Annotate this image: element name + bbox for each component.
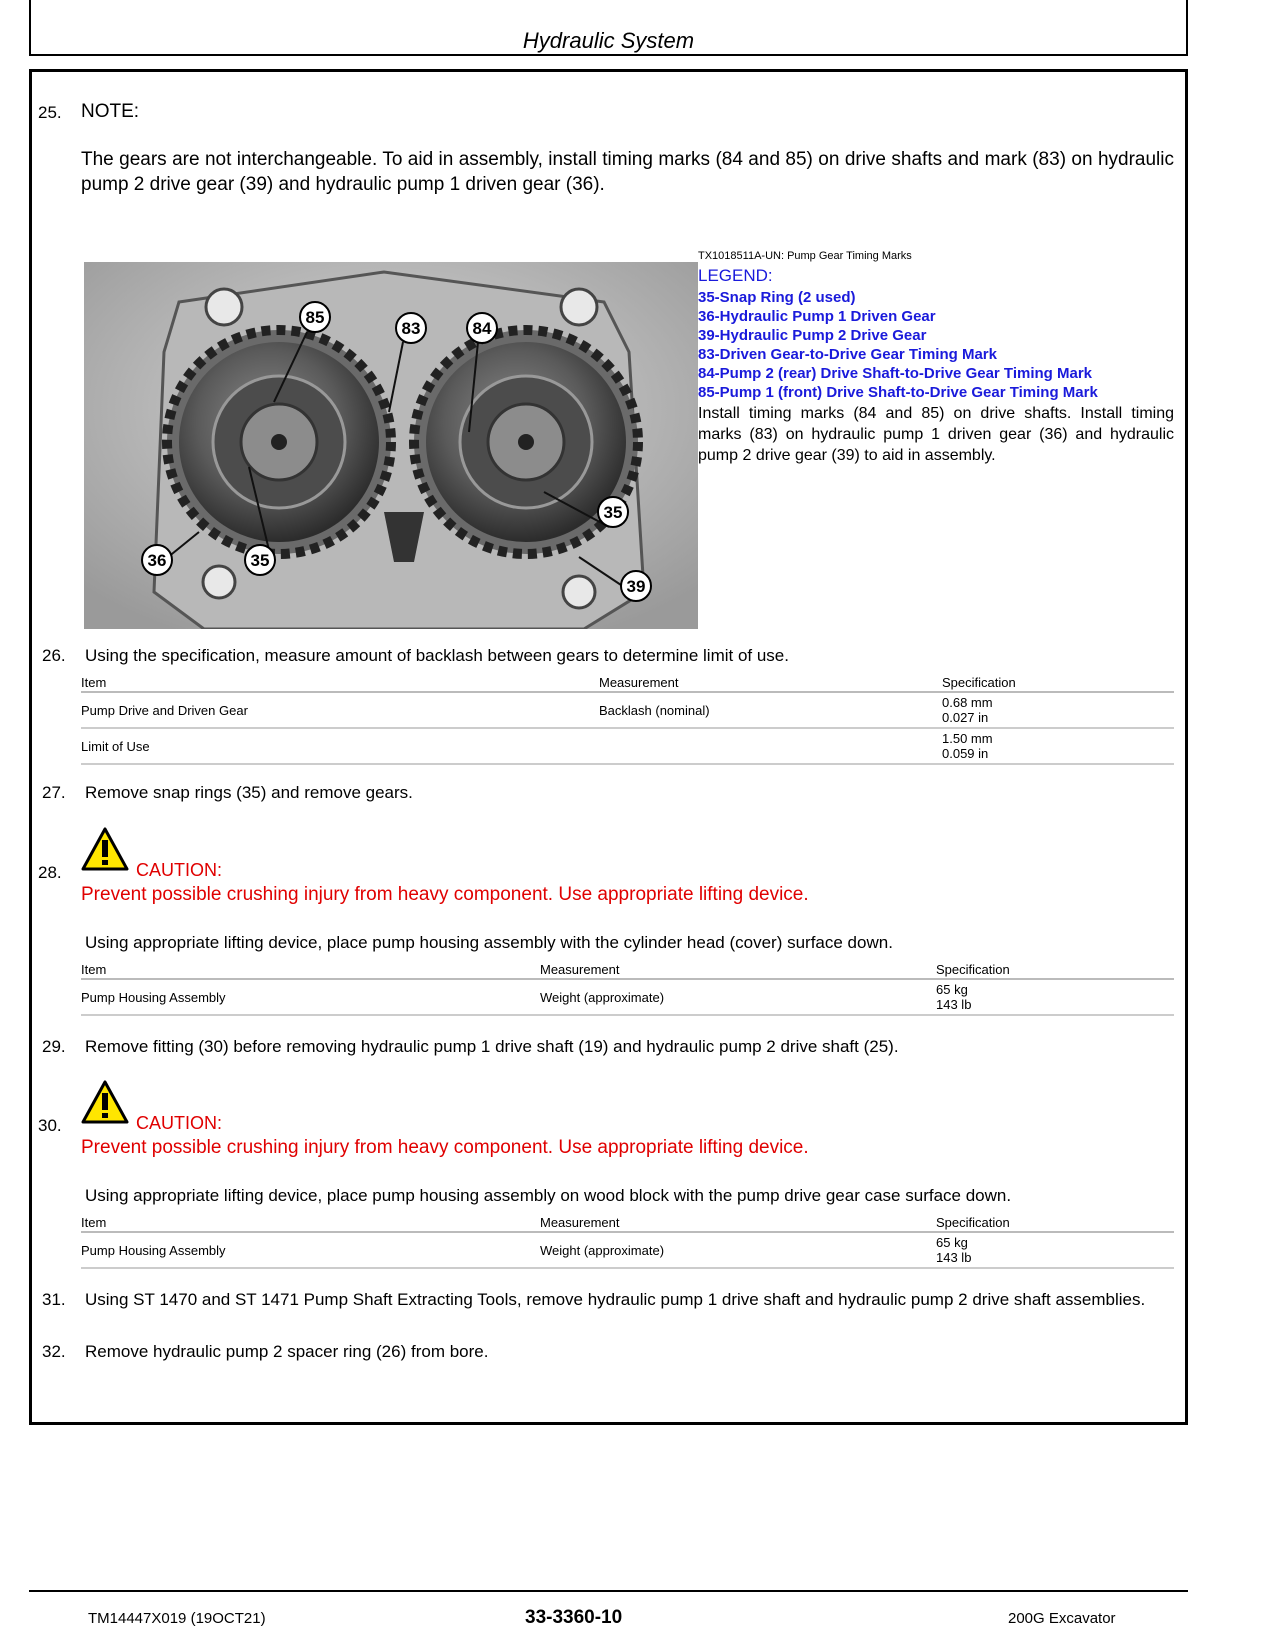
legend-item: 83-Driven Gear-to-Drive Gear Timing Mark xyxy=(698,346,997,363)
spec-table-weight xyxy=(81,1213,1174,1269)
legend-item: 85-Pump 1 (front) Drive Shaft-to-Drive Gear Timing Mark xyxy=(698,384,1098,401)
footer-document-id: TM14447X019 (19OCT21) xyxy=(88,1610,266,1627)
svg-text:35: 35 xyxy=(603,503,623,522)
step-text: Using the specification, measure amount of backlash between gears to determine limit of use. xyxy=(85,646,789,665)
step-number: 26. xyxy=(42,646,66,665)
step-number: 31. xyxy=(42,1290,66,1309)
spec-table-weight xyxy=(81,960,1174,1016)
table-row xyxy=(81,979,1174,1015)
callout-35-left xyxy=(245,545,275,575)
table-row xyxy=(81,692,1174,728)
caution-text: Prevent possible crushing injury from heavy component. Use appropriate lifting device. xyxy=(81,1137,809,1158)
figure-caption: TX1018511A-UN: Pump Gear Timing Marks xyxy=(698,250,912,262)
svg-text:85: 85 xyxy=(305,308,325,327)
caution-text: Prevent possible crushing injury from heavy component. Use appropriate lifting device. xyxy=(81,884,809,905)
step-number: 25. xyxy=(38,103,62,122)
item-cell: Pump Housing Assembly xyxy=(81,1232,540,1268)
callout-85 xyxy=(300,302,330,332)
step-number: 32. xyxy=(42,1342,66,1361)
caution-label: CAUTION: xyxy=(136,1113,223,1133)
footer-rule xyxy=(29,1590,1188,1592)
specification-cell: 65 kg 143 lb xyxy=(936,1232,1174,1268)
svg-text:83: 83 xyxy=(401,319,421,338)
column-header: Specification xyxy=(942,673,1174,692)
specification-cell: 65 kg 143 lb xyxy=(936,979,1174,1015)
callout-35-right xyxy=(598,497,628,527)
legend-title: LEGEND: xyxy=(698,266,773,285)
measurement-cell: Weight (approximate) xyxy=(540,1232,936,1268)
table-header-row xyxy=(81,1213,1174,1232)
specification-cell: 0.68 mm 0.027 in xyxy=(942,692,1174,728)
column-header: Item xyxy=(81,1213,540,1232)
legend-list xyxy=(698,288,1178,402)
callout-84 xyxy=(467,313,497,343)
warning-icon xyxy=(80,826,130,872)
page-title: Hydraulic System xyxy=(522,28,695,53)
spec-table-backlash xyxy=(81,673,1174,765)
item-cell: Pump Housing Assembly xyxy=(81,979,540,1015)
step-number: 30. xyxy=(38,1116,62,1135)
svg-text:84: 84 xyxy=(472,319,492,338)
column-header: Item xyxy=(81,960,540,979)
callout-36 xyxy=(142,545,172,575)
measurement-cell: Backlash (nominal) xyxy=(599,692,942,728)
step-number: 29. xyxy=(42,1037,66,1056)
caution-label: CAUTION: xyxy=(136,860,223,880)
step-text: Remove fitting (30) before removing hydraulic pump 1 drive shaft (19) and hydraulic pump 2 drive shaft (25). xyxy=(85,1037,899,1056)
step-text: Remove snap rings (35) and remove gears. xyxy=(85,783,413,802)
item-cell: Pump Drive and Driven Gear xyxy=(81,692,599,728)
legend-item: 36-Hydraulic Pump 1 Driven Gear xyxy=(698,308,936,325)
step-text: Using appropriate lifting device, place pump housing assembly with the cylinder head (cover) surface down. xyxy=(85,933,893,952)
column-header: Measurement xyxy=(540,1213,936,1232)
legend-item: 35-Snap Ring (2 used) xyxy=(698,289,856,306)
column-header: Measurement xyxy=(540,960,936,979)
step-text: Using appropriate lifting device, place pump housing assembly on wood block with the pump drive gear case surface down. xyxy=(85,1186,1012,1205)
column-header: Measurement xyxy=(599,673,942,692)
column-header: Specification xyxy=(936,960,1174,979)
table-row xyxy=(81,728,1174,764)
step-text: Using ST 1470 and ST 1471 Pump Shaft Extracting Tools, remove hydraulic pump 1 drive shaft and hydraulic pump 2 drive shaft assemblies. xyxy=(85,1290,1146,1309)
table-header-row xyxy=(81,960,1174,979)
note-label: NOTE: xyxy=(81,101,140,122)
figure-description: Install timing marks (84 and 85) on drive shafts. Install timing marks (83) on hydraulic pump 1 driven gear (36) and hydraulic pump 2 drive gear (39) to aid in assembly. xyxy=(698,405,1174,464)
table-header-row xyxy=(81,673,1174,692)
footer-model: 200G Excavator xyxy=(1008,1610,1116,1627)
measurement-cell: Weight (approximate) xyxy=(540,979,936,1015)
footer-page-number: 33-3360-10 xyxy=(525,1607,623,1628)
measurement-cell xyxy=(599,728,942,764)
legend-item: 39-Hydraulic Pump 2 Drive Gear xyxy=(698,327,927,344)
step-text: Remove hydraulic pump 2 spacer ring (26) from bore. xyxy=(85,1342,489,1361)
legend-item: 84-Pump 2 (rear) Drive Shaft-to-Drive Gear Timing Mark xyxy=(698,365,1092,382)
note-text: The gears are not interchangeable. To aid in assembly, install timing marks (84 and 85) on drive shafts and mark (83) on hydraulic pump 2 drive gear (39) and hydraulic pump 1 driven gear (36). xyxy=(81,149,1174,195)
column-header: Item xyxy=(81,673,599,692)
step-number: 28. xyxy=(38,863,62,882)
item-cell: Limit of Use xyxy=(81,728,599,764)
specification-cell: 1.50 mm 0.059 in xyxy=(942,728,1174,764)
svg-text:39: 39 xyxy=(626,577,646,596)
step-number: 27. xyxy=(42,783,66,802)
warning-icon xyxy=(80,1079,130,1125)
svg-text:35: 35 xyxy=(250,551,270,570)
callout-83 xyxy=(396,313,426,343)
table-row xyxy=(81,1232,1174,1268)
column-header: Specification xyxy=(936,1213,1174,1232)
pump-gear-photo xyxy=(84,262,698,629)
callout-39 xyxy=(621,571,651,601)
svg-text:36: 36 xyxy=(147,551,167,570)
